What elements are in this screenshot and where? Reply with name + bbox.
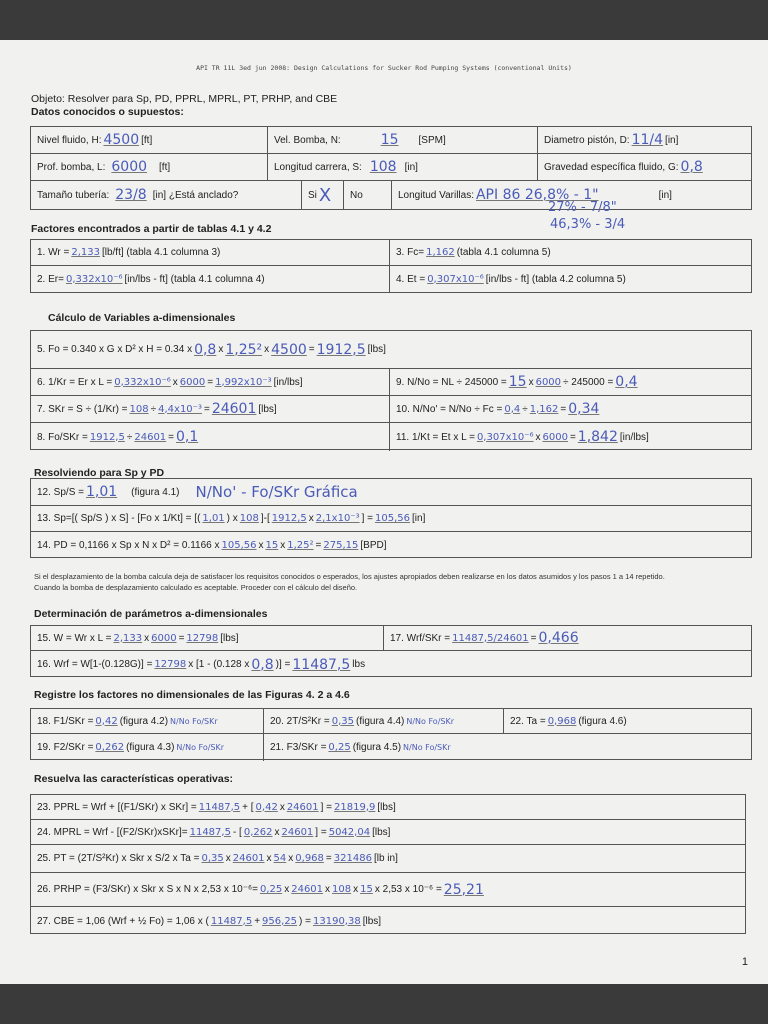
r14-v2: 15 [265,540,279,551]
op-table [30,794,746,934]
r25-v3: 54 [273,853,287,864]
r24-x: x [274,826,280,838]
adim-row-7 [31,396,751,423]
r8-label: 8. Fo/SKr = [37,431,88,443]
r9-n: 15 [508,374,527,390]
f3-value: 1,162 [426,247,455,258]
r8-div: ÷ [126,431,133,443]
r11-label: 11. 1/Kt = Et x L = [396,431,475,443]
r6-eq: = [207,376,214,388]
r13-result: 105,56 [375,513,411,524]
factors-row-1 [31,240,751,266]
r16-result: 11487,5 [292,656,351,673]
r10-n: 0,4 [504,403,521,415]
known-section-title: Datos conocidos o supuestos: [31,106,184,118]
vel-unit: [SPM] [418,134,446,146]
r26-x3: x [353,884,359,895]
r7-div: ÷ [150,403,157,415]
r10-div: ÷ [522,403,528,415]
vel-value: 15 [380,132,399,148]
det-section-title: Determinación de parámetros a-dimensionales [34,608,268,620]
r6-e: 0,332x10⁻⁶ [114,376,171,388]
r23-b: + [ [242,801,254,813]
tub-label: Tamaño tubería: [37,189,110,201]
page-number: 1 [741,956,748,968]
anchored-yes-mark: X [318,184,332,206]
factors-section-title: Factores encontrados a partir de tablas 4.1 y 4.2 [31,223,272,235]
r18-ref: (figura 4.2) [119,715,169,727]
r15-eq: = [178,632,185,644]
r17-result: 0,466 [538,630,579,646]
r19-ref: (figura 4.3) [126,742,175,753]
anchored-yes-label: Si [308,189,317,201]
r14-label: 14. PD = 0,1166 x Sp x N x D² = 0.1166 x [37,540,220,551]
anchored-no-label: No [350,189,363,201]
r8-eq: = [168,431,175,443]
r27-b: ) = [299,915,311,927]
rod-note-1: 27% - 7/8" [548,200,617,215]
r15-label: 15. W = Wr x L = [37,632,112,644]
r21-label: 21. F3/SKr = [270,742,327,753]
r11-e: 0,307x10⁻⁶ [476,431,534,443]
r10-f: 1,162 [529,403,559,415]
tub-value: 23/8 [115,187,147,203]
r24-result: 5042,04 [328,826,371,838]
r13-b: ) x [226,513,238,524]
r25-v2: 24601 [232,853,265,864]
r12-note: N/No' - Fo/SKr Gráfica [195,483,358,501]
known-row-1 [31,127,751,154]
det-row-2 [31,651,751,678]
op-row-24 [31,820,745,845]
r14-x: x [258,540,264,551]
sp-section-title: Resolviendo para Sp y PD [34,467,165,479]
adim-row-8 [31,423,751,451]
r9-div: ÷ 245000 = [563,376,614,388]
factors-table [30,239,752,293]
r8-s: 24601 [134,431,167,443]
f2-ref: [in/lbs - ft] (tabla 4.1 columna 4) [124,273,265,285]
prof-value: 6000 [111,159,148,175]
r14-v1: 105,56 [221,540,257,551]
note-line-2: Cuando la bomba de desplazamiento calculado es aceptable. Proceder con el cálculo del diseño. [34,583,358,592]
r14-result: 275,15 [323,540,359,551]
f3-ref: (tabla 4.1 columna 5) [456,247,551,258]
r6-result: 1,992x10⁻³ [215,376,272,388]
r7-label: 7. SKr = S ÷ (1/Kr) = [37,403,128,415]
r26-v4: 15 [360,884,373,895]
r12-value: 1,01 [85,484,118,500]
r18-value: 0,42 [95,715,118,727]
r18-label: 18. F1/SKr = [37,715,94,727]
rod-note-2: 46,3% - 3/4 [550,217,626,232]
r22-label: 22. Ta = [510,715,546,727]
r16-unit: lbs [352,659,366,670]
r25-unit: [lb in] [373,853,398,864]
r26-x2: x [325,884,331,895]
r23-label: 23. PPRL = Wrf + [(F1/SKr) x SKr] = [37,801,197,813]
f4-ref: [in/lbs - ft] (tabla 4.2 columna 5) [485,273,626,285]
f1-value: 2,133 [71,247,100,258]
r20-value: 0,35 [331,715,355,727]
r11-unit: [in/lbs] [619,431,649,443]
r26-b: x 2,53 x 10⁻⁶ = [374,884,442,895]
r13-v4: 2,1x10⁻³ [315,513,360,524]
r22-ref: (figura 4.6) [578,715,627,727]
r23-v3: 24601 [286,801,319,813]
f1-label: 1. Wr = [37,247,70,258]
r9-result: 0,4 [615,374,638,390]
r5-unit: [lbs] [367,344,386,355]
r25-x2: x [266,853,272,864]
r13-v3: 1912,5 [271,513,307,524]
op-row-27 [31,907,745,935]
worksheet-page [0,40,768,984]
r9-label: 9. N/No = NL ÷ 245000 = [396,376,507,388]
adim-row-6 [31,369,751,396]
r25-x3: x [288,853,294,864]
f4-value: 0,307x10⁻⁶ [427,273,484,285]
r6-x: x [172,376,178,388]
r5-label: 5. Fo = 0.340 x G x D² x H = 0.34 x [37,344,193,355]
r16-label: 16. Wrf = W[1-(0.128G)] = [37,659,153,670]
r23-v1: 11487,5 [198,801,241,813]
reg-row-1 [31,709,751,734]
r25-v4: 0,968 [295,853,324,864]
nivel-value: 4500 [103,132,140,148]
note-line-1: Si el desplazamiento de la bomba calcula deja de satisfacer los requisitos conocidos o esperados, los ajustes apropiados deben realizarse en los datos asumidos y los pasos 1 a 14 repetido. [34,572,665,581]
r11-l: 6000 [542,431,568,443]
adim-row-5 [31,331,751,369]
document-header: API TR 11L 3ed jun 2008: Design Calculations for Sucker Rod Pumping Systems (conventional Units) [196,64,572,72]
r23-result: 21819,9 [334,801,376,813]
grav-value: 0,8 [680,159,703,175]
op-row-23 [31,795,745,820]
r9-x: x [528,376,534,388]
sp-row-12 [31,479,751,506]
r13-v1: 1,01 [202,513,225,524]
long-unit: [in] [404,161,418,173]
r8-result: 0,1 [176,429,199,445]
r15-v1: 2,133 [113,632,143,644]
r7-s: 108 [129,403,149,415]
r25-v1: 0,35 [201,853,224,864]
objective-line: Objeto: Resolver para Sp, PD, PPRL, MPRL, PT, PRHP, and CBE [31,93,338,105]
r7-result: 24601 [211,401,257,417]
r25-result: 321486 [333,853,372,864]
r14-v3: 1,25² [287,540,314,551]
known-data-table [30,126,752,210]
r16-v2: 0,8 [251,656,274,673]
op-row-25 [31,845,745,873]
r13-v2: 108 [239,513,259,524]
tub-unit: [in] ¿Está anclado? [152,189,239,201]
r11-eq: = [569,431,576,443]
r5-h: 4500 [271,341,307,358]
f2-value: 0,332x10⁻⁶ [65,273,123,285]
r16-b: x [1 - (0.128 x [188,659,250,670]
r16-v1: 12798 [154,659,187,670]
r26-result: 25,21 [443,881,484,898]
r7-k: 4,4x10⁻³ [158,403,202,415]
r26-label: 26. PRHP = (F3/SKr) x Skr x S x N x 2,53 x 10⁻⁶= [37,884,258,895]
var-label: Longitud Varillas: [398,189,474,201]
r15-unit: [lbs] [220,632,239,644]
r13-unit: [in] [412,513,426,524]
r27-unit: [lbs] [362,915,382,927]
r25-eq: = [325,853,332,864]
factors-row-2 [31,266,751,292]
r7-eq: = [203,403,210,415]
diam-label: Diametro pistón, D: [544,134,630,146]
r23-v2: 0,42 [255,801,278,813]
r24-label: 24. MPRL = Wrf - [(F2/SKr)xSKr]= [37,826,188,838]
sp-row-13 [31,506,751,532]
reg-table [30,708,752,760]
r15-v2: 6000 [151,632,177,644]
r16-c: )] = [275,659,291,670]
adim-table [30,330,752,450]
r13-c: ]-[ [260,513,270,524]
r23-unit: [lbs] [377,801,396,813]
r10-result: 0,34 [568,401,600,417]
r5-result: 1912,5 [316,341,366,358]
nivel-unit: [ft] [141,134,153,146]
r19-value: 0,262 [95,742,125,753]
r17-label: 17. Wrf/SKr = [390,632,451,644]
r25-label: 25. PT = (2T/S²Kr) x Skr x S/2 x Ta = [37,853,200,864]
r13-d: x [308,513,314,524]
r20-label: 20. 2T/S²Kr = [270,715,330,727]
f3-label: 3. Fc= [396,247,425,258]
f2-label: 2. Er= [37,273,64,285]
prof-unit: [ft] [159,161,171,173]
r10-eq: = [560,403,567,415]
diam-unit: [in] [665,134,679,146]
r12-ref: (figura 4.1) [131,486,180,498]
r6-l: 6000 [179,376,206,388]
r6-unit: [in/lbs] [273,376,303,388]
op-row-26 [31,873,745,907]
op-section-title: Resuelva las características operativas: [34,773,234,785]
known-row-2 [31,154,751,181]
r5-x2: x [264,344,270,355]
r11-x: x [535,431,541,443]
det-table [30,625,752,677]
r27-label: 27. CBE = 1,06 (Wrf + ½ Fo) = 1,06 x ( [37,915,209,927]
r24-unit: [lbs] [372,826,391,838]
r7-unit: [lbs] [258,403,277,415]
sp-table [30,478,752,558]
r23-x: x [279,801,285,813]
f1-ref: [lb/ft] (tabla 4.1 columna 3) [101,247,221,258]
r21-ref: (figura 4.5) [352,742,402,753]
r19-note: N/No Fo/SKr [176,743,225,752]
reg-row-2 [31,734,751,761]
r17-eq: = [530,632,537,644]
r11-result: 1,842 [577,429,618,445]
r24-v1: 11487,5 [189,826,231,838]
nivel-label: Nivel fluido, H: [37,134,102,146]
r8-f: 1912,5 [89,431,125,443]
diam-value: 11/4 [631,132,664,148]
r5-g: 0,8 [194,341,217,358]
r14-eq: = [315,540,322,551]
long-label: Longitud carrera, S: [274,161,362,173]
r27-v2: 956,25 [262,915,298,927]
r19-label: 19. F2/SKr = [37,742,94,753]
prof-label: Prof. bomba, L: [37,161,106,173]
r17-value: 11487,5/24601 [452,632,529,644]
r26-v1: 0,25 [259,884,283,895]
r5-d: 1,25² [225,341,263,358]
vel-label: Vel. Bomba, N: [274,134,341,146]
r24-v2: 0,262 [243,826,273,838]
r22-value: 0,968 [547,715,577,727]
r15-x: x [144,632,150,644]
det-row-1 [31,626,751,651]
r13-e: ] = [361,513,374,524]
r21-value: 0,25 [328,742,351,753]
r27-result: 13190,38 [313,915,361,927]
grav-label: Gravedad específica fluido, G: [544,161,679,173]
r5-x: x [218,344,224,355]
r14-unit: [BPD] [360,540,387,551]
long-value: 108 [369,159,397,175]
r26-x: x [284,884,290,895]
reg-section-title: Registre los factores no dimensionales de las Figuras 4. 2 a 4.6 [34,689,350,701]
r20-note: N/No Fo/SKr [406,716,454,726]
var-value: API 86 26,8% - 1" [475,187,599,203]
var-unit: [in] [658,189,672,201]
r23-c: ] = [320,801,333,813]
f4-label: 4. Et = [396,273,426,285]
r27-plus: + [254,915,261,927]
r27-v1: 11487,5 [210,915,253,927]
r15-result: 12798 [186,632,219,644]
r25-x: x [225,853,231,864]
adim-section-title: Cálculo de Variables a-dimensionales [48,312,236,324]
known-row-3 [31,181,751,209]
r13-label: 13. Sp=[( Sp/S ) x S] - [Fo x 1/Kt] = [( [37,513,201,524]
r26-v2: 24601 [291,884,324,895]
r6-label: 6. 1/Kr = Er x L = [37,376,113,388]
r5-eq: = [308,344,315,355]
r24-v3: 24601 [281,826,314,838]
r18-note: N/No Fo/SKr [170,716,218,726]
r14-x2: x [280,540,286,551]
r26-v3: 108 [332,884,352,895]
r12-label: 12. Sp/S = [37,486,84,498]
r24-c: ] = [315,826,327,838]
sp-row-14 [31,532,751,559]
r9-l: 6000 [535,376,562,388]
r10-label: 10. N/No' = N/No ÷ Fc = [396,403,503,415]
r21-note: N/No Fo/SKr [403,743,451,752]
r24-b: - [ [232,826,242,838]
r20-ref: (figura 4.4) [356,715,405,727]
